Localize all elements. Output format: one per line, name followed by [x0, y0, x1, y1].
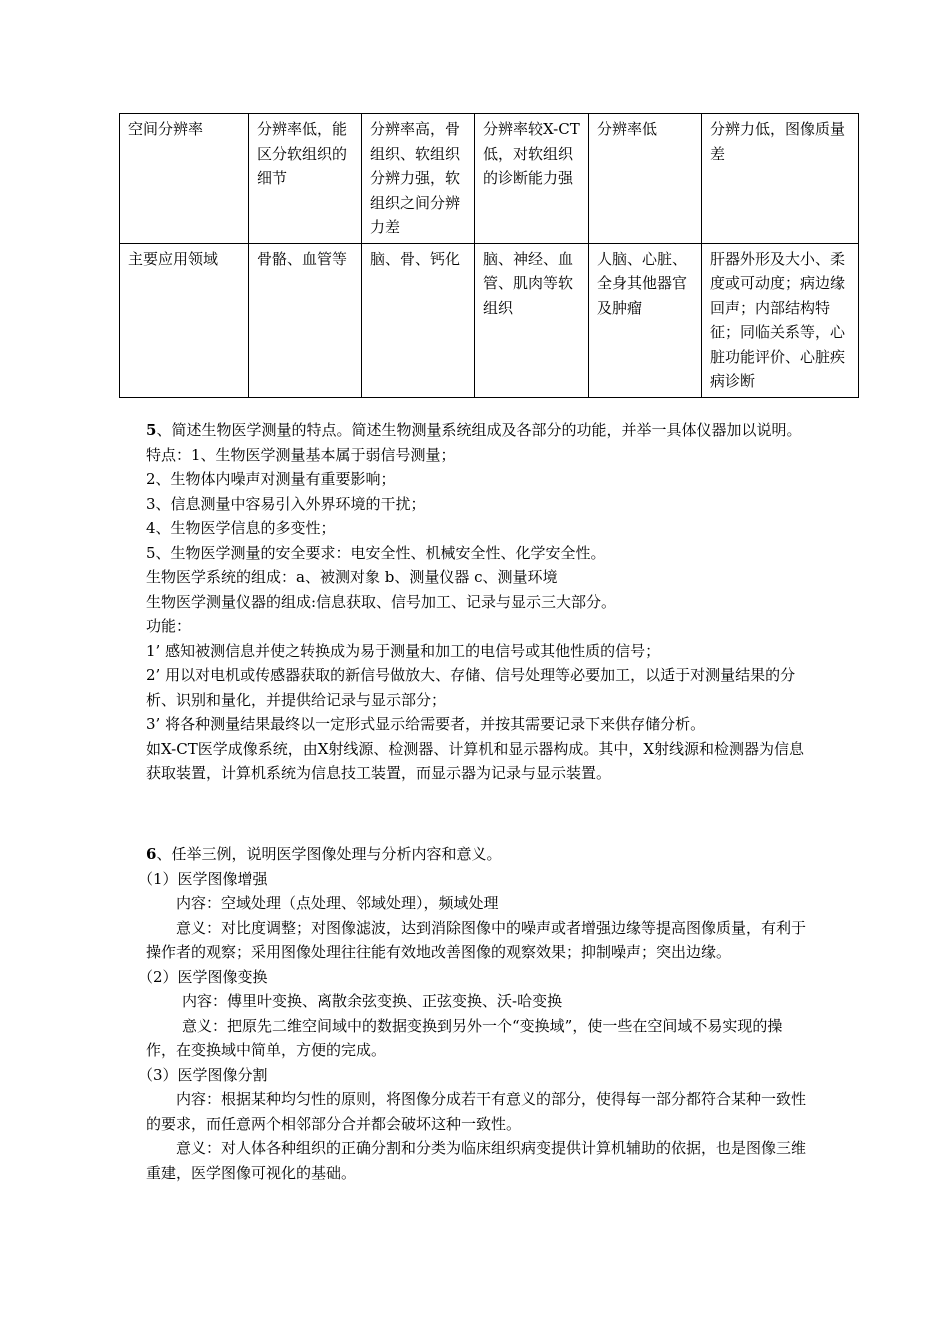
question-text: 、简述生物医学测量的特点。简述生物测量系统组成及各部分的功能，并举一具体仪器加以说明。 — [156, 421, 802, 439]
item-meaning: 意义：对比度调整；对图像滤波，达到消除图像中的噪声或者增强边缘等提高图像质量，有利于操作者的观察；采用图像处理往往能有效地改善图像的观察效果；抑制噪声；突出边缘。 — [146, 918, 807, 961]
item-content: 内容：根据某种均匀性的原则，将图像分成若干有意义的部分，使得每一部分都符合某种一致性的要求，而任意两个相邻部分合并都会破坏这种一致性。 — [146, 1090, 807, 1133]
table-cell: 骨骼、血管等 — [249, 243, 362, 397]
question-6-title — [146, 842, 810, 867]
paragraph: 3’ 将各种测量结果最终以一定形式显示给需要者，并按其需要记录下来供存储分析。 — [146, 715, 706, 733]
table-row — [120, 243, 859, 397]
row-label: 主要应用领域 — [120, 243, 249, 397]
item-meaning: 意义：把原先二维空间域中的数据变换到另外一个“变换域”，使一些在空间域不易实现的操作，在变换域中简单，方便的完成。 — [146, 1016, 783, 1059]
item-heading: （3）医学图像分割 — [138, 1065, 268, 1084]
paragraph: 生物医学系统的组成：a、被测对象 b、测量仪器 c、测量环境 — [146, 568, 558, 586]
paragraph: 5、生物医学测量的安全要求：电安全性、机械安全性、化学安全性。 — [146, 543, 606, 562]
paragraph: 生物医学测量仪器的组成:信息获取、信号加工、记录与显示三大部分。 — [146, 592, 617, 611]
paragraph: 4、生物医学信息的多变性； — [146, 519, 336, 537]
question-5-section — [146, 418, 810, 786]
question-number: 5 — [146, 421, 157, 439]
table-row — [120, 114, 859, 244]
paragraph: 3、信息测量中容易引入外界环境的干扰； — [146, 494, 426, 513]
table-cell: 分辨率低，能区分软组织的细节 — [249, 114, 362, 244]
table-cell: 人脑、心脏、全身其他器官及肿瘤 — [589, 243, 702, 397]
table-cell: 分辨力低，图像质量差 — [702, 114, 859, 244]
paragraph: 特点：1、生物医学测量基本属于弱信号测量； — [146, 445, 456, 464]
item-content: 内容：傅里叶变换、离散余弦变换、正弦变换、沃-哈变换 — [182, 992, 563, 1010]
item-heading: （1）医学图像增强 — [138, 869, 268, 888]
item-meaning: 意义：对人体各种组织的正确分割和分类为临床组织病变提供计算机辅助的依据，也是图像三维重建，医学图像可视化的基础。 — [146, 1139, 807, 1182]
question-6-section — [138, 842, 810, 1185]
question-5-title — [146, 418, 810, 443]
table-cell: 分辨率低 — [589, 114, 702, 244]
question-text: 、任举三例，说明医学图像处理与分析内容和意义。 — [156, 845, 502, 863]
comparison-table — [119, 113, 859, 398]
paragraph: 功能： — [146, 617, 192, 635]
paragraph: 1’ 感知被测信息并使之转换成为易于测量和加工的电信号或其他性质的信号； — [146, 641, 661, 660]
paragraph: 2、生物体内噪声对测量有重要影响； — [146, 470, 396, 488]
table-cell: 脑、骨、钙化 — [362, 243, 475, 397]
row-label: 空间分辨率 — [120, 114, 249, 244]
table-cell: 肝器外形及大小、柔度或可动度；病边缘回声；内部结构特征；同临关系等，心脏功能评价、心脏疾病诊断 — [702, 243, 859, 397]
item-content: 内容：空域处理（点处理、邻域处理），频域处理 — [176, 894, 499, 912]
question-number: 6 — [146, 845, 157, 863]
paragraph: 2’ 用以对电机或传感器获取的新信号做放大、存储、信号处理等必要加工，以适于对测量结果的分析、识别和量化，并提供给记录与显示部分； — [146, 666, 796, 709]
item-heading: （2）医学图像变换 — [138, 967, 268, 986]
table-cell: 分辨率高，骨组织、软组织分辨力强，软组织之间分辨力差 — [362, 114, 475, 244]
table-cell: 脑、神经、血管、肌肉等软组织 — [475, 243, 589, 397]
table-cell: 分辨率较X-CT低，对软组织的诊断能力强 — [475, 114, 589, 244]
paragraph: 如X-CT医学成像系统，由X射线源、检测器、计算机和显示器构成。其中，X射线源和检测器为信息获取装置，计算机系统为信息技工装置，而显示器为记录与显示装置。 — [146, 739, 805, 782]
